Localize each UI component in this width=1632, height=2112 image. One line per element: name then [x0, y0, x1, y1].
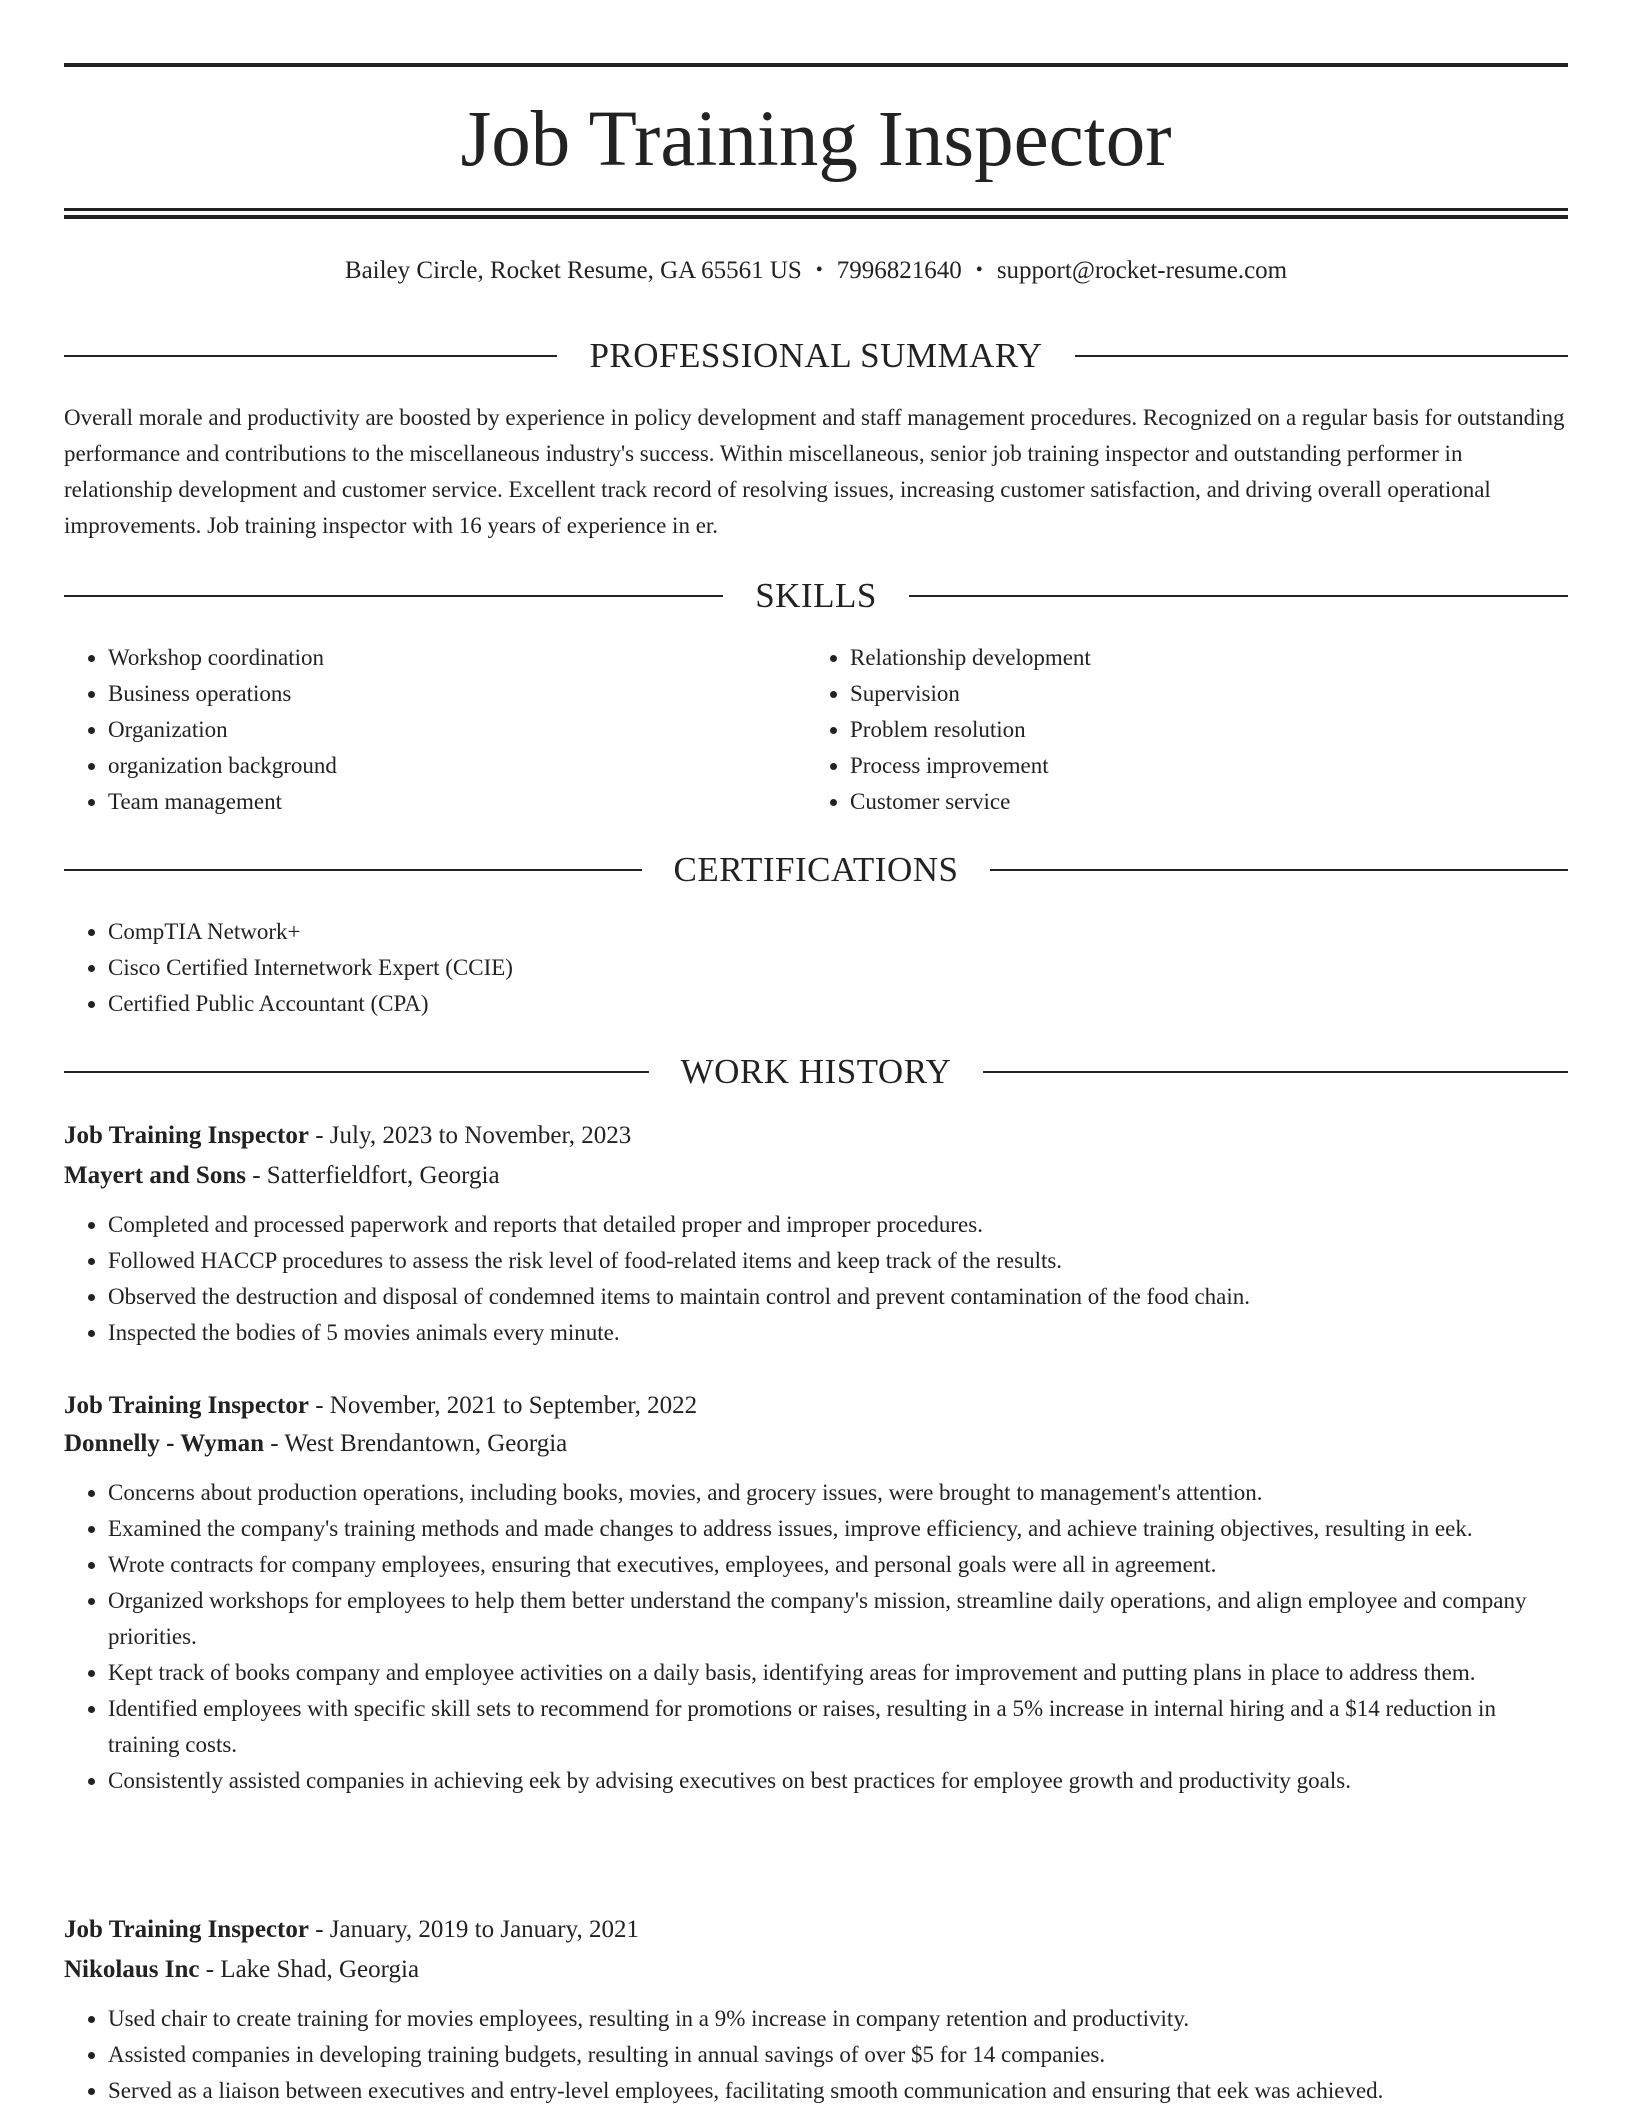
- skills-column-right: [806, 640, 1546, 820]
- job-bullet: • Kept track of books company and employee activities on a daily basis, identifying areas for improvement and putting plans in place to address them.: [108, 1655, 1568, 1691]
- contact-address: Bailey Circle, Rocket Resume, GA 65561 US: [344, 257, 802, 284]
- double-rule-lower: [64, 215, 1568, 219]
- skills-column-left: [64, 640, 804, 820]
- skills-list-right: [806, 640, 1546, 820]
- job-bullet: • Organized workshops for employees to help them better understand the company's mission, streamline daily operations, and align employee and company priorities.: [108, 1583, 1568, 1655]
- job-bullet: • Served as a liaison between executives and entry-level employees, facilitating smooth communication and ensuring that eek was achieved.: [108, 2073, 1568, 2109]
- job-entry: [64, 1117, 1568, 1351]
- heading-rule-right: [990, 869, 1568, 871]
- job-bullet: • Completed and processed paperwork and reports that detailed proper and improper procedures.: [108, 1207, 1568, 1243]
- summary-title: PROFESSIONAL SUMMARY: [589, 336, 1043, 375]
- top-rule: [64, 63, 1568, 67]
- job-bullets: [64, 1207, 1568, 1351]
- skill-item: • Relationship development: [850, 640, 1546, 676]
- skills-list-left: [64, 640, 804, 820]
- job-location: - West Brendantown, Georgia: [264, 1430, 568, 1457]
- job-company: Donnelly - Wyman: [64, 1430, 265, 1457]
- job-bullet: • Concerns about production operations, including books, movies, and grocery issues, were brought to management's attention.: [108, 1475, 1568, 1511]
- job-role-line: [64, 1911, 1568, 1949]
- job-company-line: [64, 1157, 1568, 1195]
- skills-title: SKILLS: [755, 576, 877, 615]
- job-bullet: • Assisted companies in developing training budgets, resulting in annual savings of over $5 for 14 companies.: [108, 2037, 1568, 2073]
- job-bullet: • Followed HACCP procedures to assess the risk level of food-related items and keep track of the results.: [108, 1243, 1568, 1279]
- work-history-title: WORK HISTORY: [680, 1052, 952, 1091]
- job-bullet: • Identified employees with specific skill sets to recommend for promotions or raises, resulting in a 5% increase in internal hiring and a $14 reduction in training costs.: [108, 1691, 1568, 1763]
- summary-heading: [64, 334, 1568, 378]
- certifications-block: [64, 914, 1568, 1022]
- skill-item: • Customer service: [850, 784, 1546, 820]
- job-entry: [64, 1387, 1568, 1799]
- job-dates: - July, 2023 to November, 2023: [308, 1122, 632, 1149]
- job-bullets: [64, 2001, 1568, 2109]
- job-title: Job Training Inspector: [64, 1916, 309, 1943]
- job-company: Mayert and Sons: [64, 1162, 246, 1189]
- summary-text: Overall morale and productivity are boosted by experience in policy development and staff management procedures. Recognized on a regular basis for outstanding performance and contributions to the miscellaneous industry's success. Within miscellaneous, senior job training inspector and outstanding performer in relationship development and customer service. Excellent track record of resolving issues, increasing customer satisfaction, and driving overall operational improvements. Job training inspector with 16 years of experience in er.: [64, 405, 1565, 538]
- heading-rule-right: [909, 595, 1568, 597]
- certifications-heading: [64, 848, 1568, 892]
- job-role-line: [64, 1387, 1568, 1425]
- skill-item: • organization background: [108, 748, 804, 784]
- heading-rule-right: [1075, 355, 1568, 357]
- job-bullet: • Used chair to create training for movies employees, resulting in a 9% increase in company retention and productivity.: [108, 2001, 1568, 2037]
- heading-rule-left: [64, 595, 723, 597]
- work-history-heading: [64, 1050, 1568, 1094]
- certifications-list: [64, 914, 1568, 1022]
- job-bullet: • Consistently assisted companies in achieving eek by advising executives on best practices for employee growth and productivity goals.: [108, 1763, 1568, 1799]
- skill-item: • Organization: [108, 712, 804, 748]
- skills-heading: [64, 574, 1568, 618]
- heading-rule-left: [64, 869, 642, 871]
- skill-item: • Problem resolution: [850, 712, 1546, 748]
- heading-rule-left: [64, 355, 557, 357]
- skill-item: • Business operations: [108, 676, 804, 712]
- certification-item: • Cisco Certified Internetwork Expert (CCIE): [108, 950, 1568, 986]
- job-bullet: • Wrote contracts for company employees, ensuring that executives, employees, and personal goals were all in agreement.: [108, 1547, 1568, 1583]
- skill-item: • Process improvement: [850, 748, 1546, 784]
- certification-item: • CompTIA Network+: [108, 914, 1568, 950]
- heading-rule-left: [64, 1071, 649, 1073]
- contact-separator: •: [815, 259, 823, 281]
- job-company-line: [64, 1425, 1568, 1463]
- contact-phone: 7996821640: [836, 257, 962, 284]
- resume-name: Job Training Inspector: [460, 96, 1172, 183]
- heading-rule-right: [983, 1071, 1568, 1073]
- contact-separator: •: [975, 259, 983, 281]
- job-location: - Satterfieldfort, Georgia: [245, 1162, 500, 1189]
- job-role-line: [64, 1117, 1568, 1155]
- skill-item: • Team management: [108, 784, 804, 820]
- job-location: - Lake Shad, Georgia: [199, 1956, 420, 1983]
- double-rule-upper: [64, 208, 1568, 211]
- job-dates: - November, 2021 to September, 2022: [308, 1392, 698, 1419]
- job-company: Nikolaus Inc: [64, 1956, 200, 1983]
- job-bullets: [64, 1475, 1568, 1799]
- contact-line: [64, 252, 1568, 289]
- skill-item: • Supervision: [850, 676, 1546, 712]
- certifications-title: CERTIFICATIONS: [673, 850, 959, 889]
- job-dates: - January, 2019 to January, 2021: [308, 1916, 639, 1943]
- job-bullet: • Inspected the bodies of 5 movies animals every minute.: [108, 1315, 1568, 1351]
- contact-email: support@rocket-resume.com: [996, 257, 1288, 284]
- skill-item: • Workshop coordination: [108, 640, 804, 676]
- job-title: Job Training Inspector: [64, 1122, 309, 1149]
- job-title: Job Training Inspector: [64, 1392, 309, 1419]
- certification-item: • Certified Public Accountant (CPA): [108, 986, 1568, 1022]
- job-company-line: [64, 1951, 1568, 1989]
- job-bullet: • Observed the destruction and disposal of condemned items to maintain control and prevent contamination of the food chain.: [108, 1279, 1568, 1315]
- job-entry: [64, 1911, 1568, 2109]
- job-bullet: • Examined the company's training methods and made changes to address issues, improve efficiency, and achieve training objectives, resulting in eek.: [108, 1511, 1568, 1547]
